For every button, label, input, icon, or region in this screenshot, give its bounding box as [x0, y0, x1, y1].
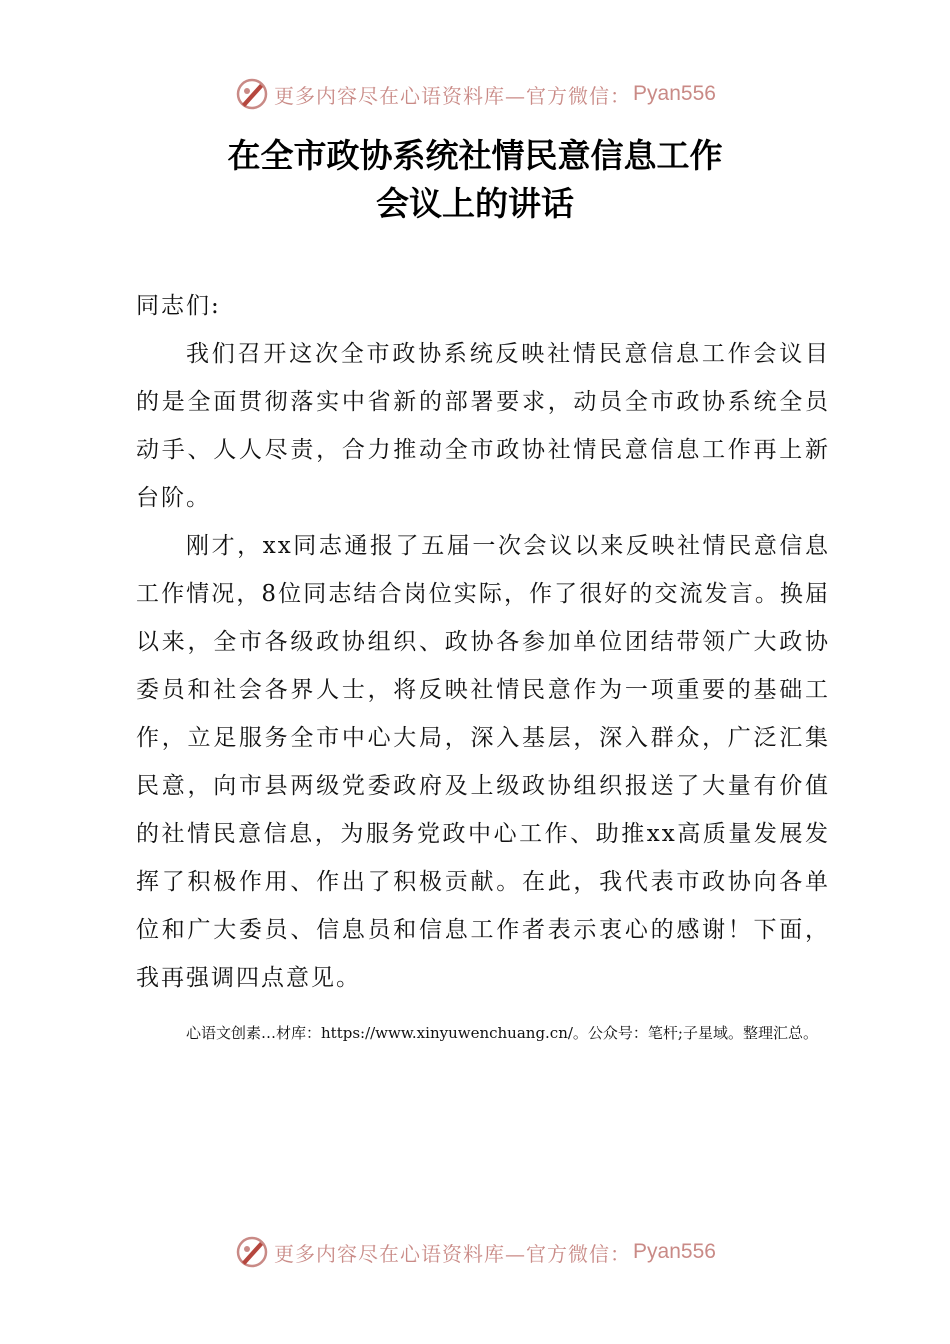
title-line-1: 在全市政协系统社情民意信息工作 [227, 136, 723, 175]
watermark-wechat-id: Pyan556 [633, 82, 716, 105]
watermark-wechat-id: Pyan556 [633, 1240, 716, 1263]
salutation: 同志们: [136, 293, 221, 319]
source-note: 心语文创素…材库：https://www.xinyuwenchuang.cn/。公众号：笔杆;子星域。整理汇总。 [186, 1024, 818, 1042]
paragraph-1: 我们召开这次全市政协系统反映社情民意信息工作会议目的是全面贯彻落实中省新的部署要求，动员全市政协系统全员动手、人人尽责，合力推动全市政协社情民意信息工作再上新台阶。 [136, 341, 830, 511]
watermark-text: 更多内容尽在心语资料库—官方微信： [274, 1241, 632, 1266]
title-line-2: 会议上的讲话 [376, 184, 574, 223]
watermark-text: 更多内容尽在心语资料库—官方微信： [274, 83, 632, 108]
header-watermark [0, 72, 950, 116]
pen-logo-icon [234, 76, 270, 112]
paragraph-2: 刚才，xx同志通报了五届一次会议以来反映社情民意信息工作情况，8位同志结合岗位实际，作了很好的交流发言。换届以来，全市各级政协组织、政协各参加单位团结带领广大政协委员和社会各界人士，将反映社情民意作为一项重要的基础工作，立足服务全市中心大局，深入基层，深入群众，广泛汇集民意，向市县两级党委政府及上级政协组织报送了大量有价值的社情民意信息，为服务党政中心工作、助推xx高质量发展发挥了积极作用、作出了积极贡献。在此，我代表市政协向各单位和广大委员、信息员和信息工作者表示衷心的感谢！下面，我再强调四点意见。 [136, 533, 830, 991]
footer-watermark [0, 1230, 950, 1274]
document-body [136, 282, 830, 1002]
pen-logo-icon [234, 1234, 270, 1270]
document-title [0, 132, 950, 228]
